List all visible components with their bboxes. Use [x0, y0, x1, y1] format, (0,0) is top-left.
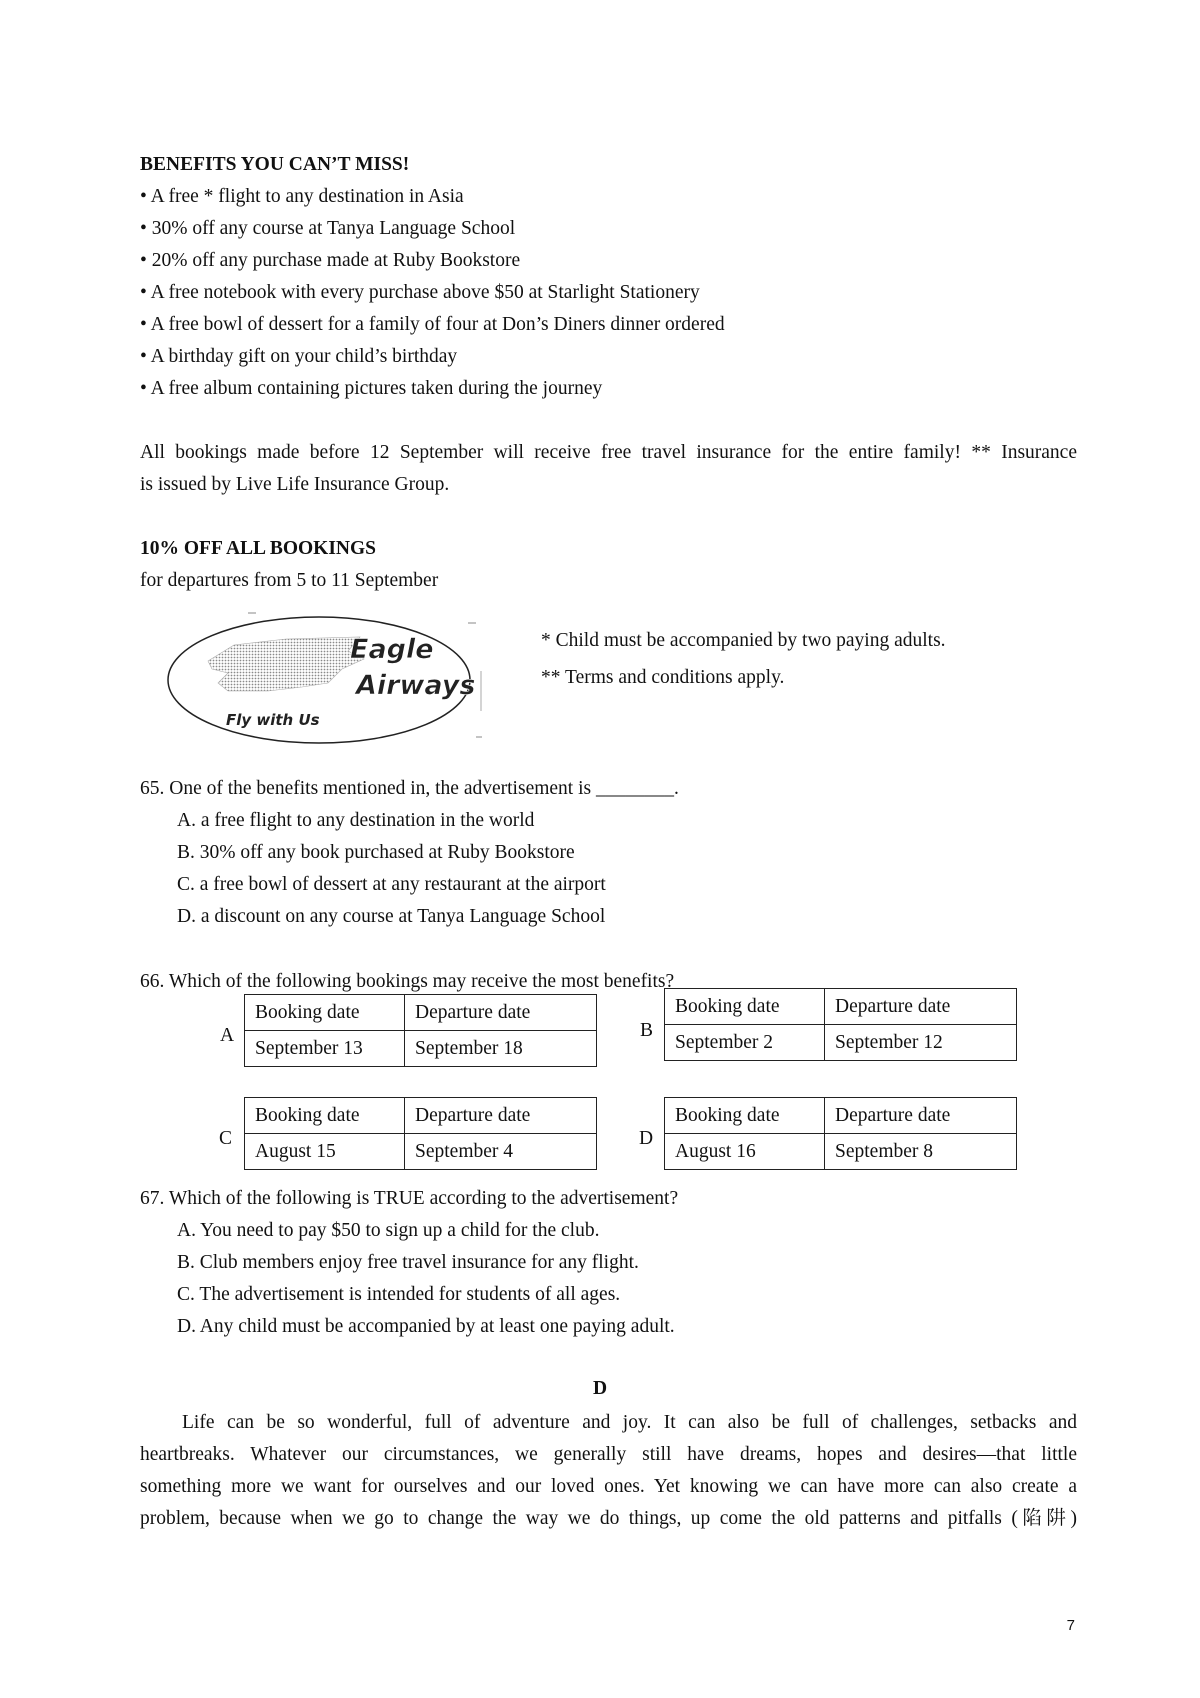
question-65-option: D. a discount on any course at Tanya Language School — [177, 906, 606, 927]
booking-table-d — [664, 1097, 1017, 1170]
discount-subtext: for departures from 5 to 11 September — [140, 570, 439, 591]
eagle-airways-logo — [164, 611, 484, 747]
section-d-paragraph-line: something more we want for ourselves and our loved ones. Yet knowing we can have more can also create a — [140, 1476, 1077, 1497]
benefit-item: • A birthday gift on your child’s birthday — [140, 346, 458, 367]
header-booking-date: Booking date — [665, 989, 825, 1025]
benefit-item: • A free bowl of dessert for a family of four at Don’s Diners dinner ordered — [140, 314, 725, 335]
note-child: * Child must be accompanied by two paying adults. — [541, 630, 946, 651]
departure-date-cell: September 4 — [405, 1134, 597, 1170]
header-booking-date: Booking date — [245, 995, 405, 1031]
insurance-text-line-2: is issued by Live Life Insurance Group. — [140, 474, 450, 495]
section-d-paragraph-line: heartbreaks. Whatever our circumstances, we generally still have dreams, hopes and desires—that little — [140, 1444, 1077, 1465]
question-65-option: B. 30% off any book purchased at Ruby Bookstore — [177, 842, 575, 863]
header-departure-date: Departure date — [825, 989, 1017, 1025]
benefit-item: • A free * flight to any destination in Asia — [140, 186, 464, 207]
table-label-d: D — [639, 1128, 654, 1149]
departure-date-cell: September 12 — [825, 1025, 1017, 1061]
question-67-option: B. Club members enjoy free travel insurance for any flight. — [177, 1252, 639, 1273]
question-67-option: C. The advertisement is intended for students of all ages. — [177, 1284, 621, 1305]
page-number: 7 — [1066, 1617, 1075, 1634]
header-booking-date: Booking date — [245, 1098, 405, 1134]
booking-table-b — [664, 988, 1017, 1061]
section-d-title: D — [592, 1378, 608, 1399]
table-label-c: C — [219, 1128, 233, 1149]
section-d-paragraph-line: Life can be so wonderful, full of adventure and joy. It can also be full of challenges, setbacks and — [182, 1412, 1077, 1433]
table-label-b: B — [640, 1020, 654, 1041]
booking-date-cell: August 16 — [665, 1134, 825, 1170]
booking-date-cell: August 15 — [245, 1134, 405, 1170]
header-departure-date: Departure date — [405, 995, 597, 1031]
departure-date-cell: September 18 — [405, 1031, 597, 1067]
benefit-item: • A free album containing pictures taken during the journey — [140, 378, 603, 399]
benefits-heading: BENEFITS YOU CAN’T MISS! — [140, 154, 410, 175]
departure-date-cell: September 8 — [825, 1134, 1017, 1170]
header-departure-date: Departure date — [825, 1098, 1017, 1134]
booking-date-cell: September 2 — [665, 1025, 825, 1061]
booking-table-c — [244, 1097, 597, 1170]
question-65-option: C. a free bowl of dessert at any restaurant at the airport — [177, 874, 606, 895]
question-66-stem: 66. Which of the following bookings may receive the most benefits? — [140, 971, 675, 992]
question-65-option: A. a free flight to any destination in the world — [177, 810, 535, 831]
header-departure-date: Departure date — [405, 1098, 597, 1134]
booking-date-cell: September 13 — [245, 1031, 405, 1067]
benefit-item: • 30% off any course at Tanya Language School — [140, 218, 516, 239]
section-d-paragraph-line: problem, because when we go to change the way we do things, up come the old patterns and pitfalls (陷阱) — [140, 1508, 1077, 1529]
benefit-item: • A free notebook with every purchase above $50 at Starlight Stationery — [140, 282, 700, 303]
question-65-stem: 65. One of the benefits mentioned in, the advertisement is ________. — [140, 778, 679, 799]
logo-line-1: Eagle — [350, 634, 434, 665]
benefit-item: • 20% off any purchase made at Ruby Bookstore — [140, 250, 521, 271]
header-booking-date: Booking date — [665, 1098, 825, 1134]
question-67-option: A. You need to pay $50 to sign up a child for the club. — [177, 1220, 600, 1241]
question-67-stem: 67. Which of the following is TRUE according to the advertisement? — [140, 1188, 679, 1209]
booking-table-a — [244, 994, 597, 1067]
note-terms: ** Terms and conditions apply. — [541, 667, 785, 688]
table-label-a: A — [220, 1025, 235, 1046]
question-67-option: D. Any child must be accompanied by at least one paying adult. — [177, 1316, 675, 1337]
insurance-text-line-1: All bookings made before 12 September will receive free travel insurance for the entire family! ** Insurance — [140, 442, 1077, 463]
logo-tagline: Fly with Us — [226, 711, 320, 729]
logo-line-2: Airways — [356, 670, 476, 701]
discount-heading: 10% OFF ALL BOOKINGS — [140, 538, 377, 559]
